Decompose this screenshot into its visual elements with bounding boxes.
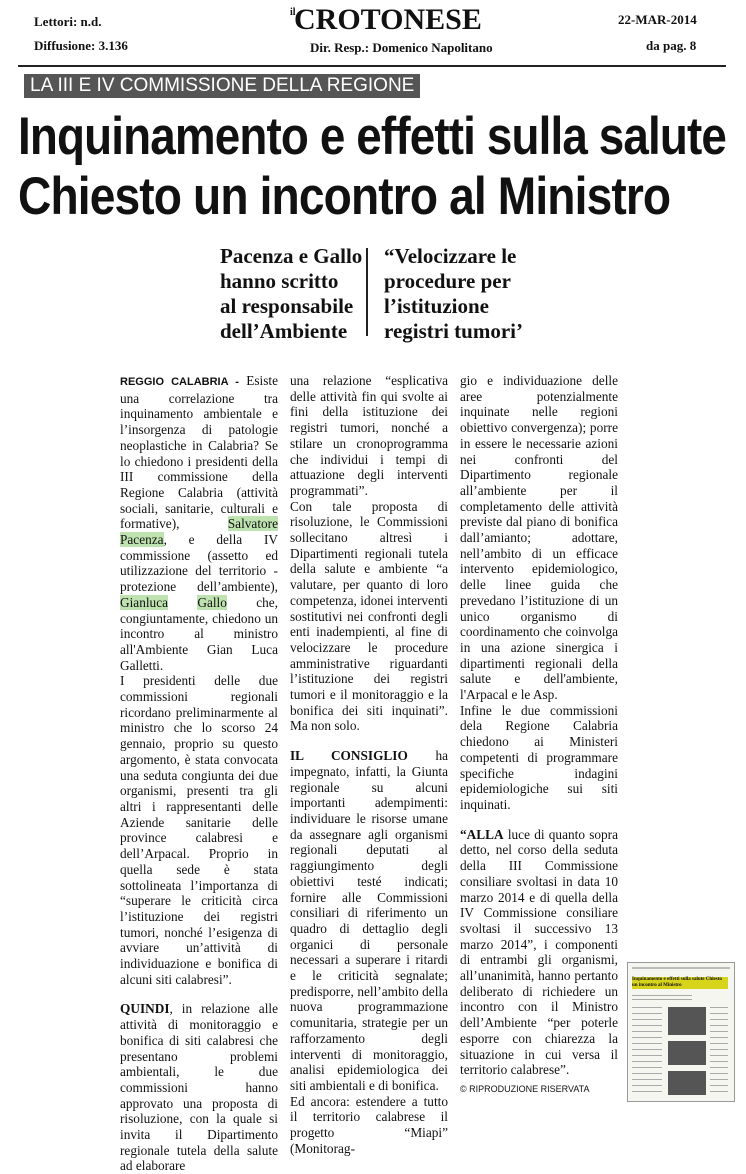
highlight-name: Salvatore Pacenza — [120, 516, 278, 548]
highlight-name: Gallo — [197, 594, 227, 610]
thumb-photo — [668, 1007, 706, 1035]
thumb-text-line — [710, 1055, 728, 1056]
headline-line-1: Inquinamento e effetti sulla salute — [18, 107, 727, 166]
text-run: , in relazione alle attività di monitoraggio e bonifica di siti calabresi che presentano problemi ambientali, le due commissioni hanno approvato una proposta di risoluzione, con la quale si invita il Dipartimento regionale tutela della salute ad elaborare — [120, 1001, 278, 1174]
copyright-notice: © RIPRODUZIONE RISERVATA — [460, 1083, 590, 1094]
text-run: che, congiuntamente, chiedono un incontro al ministro all'Ambiente Gian Luca Galletti. — [120, 594, 278, 673]
thumb-text-line — [632, 1079, 662, 1080]
paragraph: Infine le due commissioni dela Regione Calabria chiedono ai Ministeri competenti di programmare specifiche indagini epidemiologiche sui siti inquinati. — [460, 702, 618, 812]
paragraph: Ed ancora: estendere a tutto il territorio calabrese il progetto “Miapi” (Monitorag- — [290, 1093, 448, 1156]
masthead-title: CROTONESE — [294, 3, 482, 36]
paragraph: gio e individuazione delle aree potenzialmente inquinate nelle regioni obiettivo convergenza); porre in essere le necessarie azioni nei confronti del Dipartimento regionale all’ambiente per il completamento delle attività previste dal piano di bonifica dall’amianto; adottare, nell’ambito di un efficace intervento epidemiologico, delle linee guida che prevedano l’istituzione di un unico organismo di coordinamento che coinvolga in una azione sinergica i dipartimenti regionali della salute e dell'ambiente, l'Arpacal e le Asp. — [460, 373, 618, 703]
headline-line-2: Chiesto un incontro al Ministro — [18, 167, 671, 226]
paragraph — [460, 827, 618, 1078]
deck-right-line: “Velocizzare le — [384, 244, 517, 268]
thumb-text-line — [710, 1043, 728, 1044]
deck-left — [220, 244, 362, 344]
thumb-text-line — [632, 1091, 662, 1092]
masthead-prefix: il — [290, 7, 296, 18]
kicker-bar: LA III E IV COMMISSIONE DELLA REGIONE — [24, 74, 420, 98]
paragraph — [290, 748, 448, 1093]
thumb-text-line — [632, 1025, 662, 1026]
readers-label: Lettori: n.d. — [34, 14, 102, 29]
paragraph: Con tale proposta di risoluzione, le Commissioni sollecitano altresì i Dipartimenti regionali tutela della salute e ambiente “a valutare, per quanto di loro competenza, idonei interventi sostitutivi nei confronti degli enti inadempienti, al fine di velocizzare le procedure amministrative riguardanti l’istituzione dei registri tumori e il monitoraggio e la bonifica dei siti inquinati”. Ma non solo. — [290, 498, 448, 734]
masthead-logo — [290, 3, 482, 36]
deck-right-line: registri tumori’ — [384, 319, 523, 343]
thumb-text-line — [632, 995, 692, 996]
thumb-text-line — [710, 1091, 728, 1092]
circulation-label: Diffusione: 3.136 — [34, 38, 128, 53]
thumb-text-line — [710, 1019, 728, 1020]
page-label: da pag. 8 — [646, 38, 697, 53]
deck-right-line: procedure per — [384, 269, 511, 293]
header-divider — [18, 65, 726, 67]
thumb-headline: Inquinamento e effetti sulla salute Chiesto un incontro al Ministro — [632, 977, 728, 989]
thumb-text-line — [632, 1013, 662, 1014]
article-column-2 — [290, 373, 448, 1156]
article-column-3 — [460, 373, 618, 1098]
thumb-text-line — [632, 1043, 662, 1044]
deck-left-line: Pacenza e Gallo — [220, 244, 363, 268]
thumb-text-line — [710, 1013, 728, 1014]
thumb-text-line — [632, 1073, 662, 1074]
deck-right — [384, 244, 523, 344]
thumb-text-line — [710, 1049, 728, 1050]
thumb-text-line — [632, 999, 692, 1000]
thumb-text-line — [710, 1079, 728, 1080]
dateline: REGGIO CALABRIA - — [120, 376, 239, 388]
deck-divider — [366, 248, 368, 336]
highlight-name: Gianluca — [120, 594, 168, 610]
thumb-text-line — [632, 1085, 662, 1086]
text-run: ha impegnato, infatti, la Giunta regionale su alcuni importanti adempimenti: individuare le risorse umane da assegnare agli organismi regionali deputati al raggiungimento degli obiettivi testé indicati; fornire alle Commissioni consiliari di riferimento un quadro di dettaglio degli organici di personale necessari a superare i ritardi e le criticità segnalate; predisporre, nell’ambito della nuova programmazione comunitaria, strategie per un rafforzamento degli interventi di monitoraggio, analisi epidemiologica dei siti ambientali e di bonifica. — [290, 748, 449, 1093]
thumb-text-line — [632, 1007, 662, 1008]
thumb-text-line — [632, 1049, 662, 1050]
article-column-1 — [120, 373, 278, 1174]
thumb-photo — [668, 1071, 706, 1095]
thumb-text-line — [710, 1037, 728, 1038]
deck-left-line: al responsabile — [220, 294, 354, 318]
paragraph — [120, 1001, 278, 1174]
thumb-photo — [668, 1041, 706, 1065]
thumb-text-line — [632, 1061, 662, 1062]
paragraph-lead: IL CONSIGLIO — [290, 748, 408, 764]
paragraph — [120, 373, 278, 673]
thumb-text-line — [632, 1037, 662, 1038]
date-label: 22-MAR-2014 — [618, 12, 697, 27]
thumb-header-rule — [632, 967, 730, 969]
deck-left-line: dell’Ambiente — [220, 319, 348, 343]
thumb-text-line — [710, 1061, 728, 1062]
thumb-text-line — [710, 1031, 728, 1032]
thumb-text-line — [632, 1055, 662, 1056]
thumb-text-line — [710, 1085, 728, 1086]
paragraph-lead: “ALLA — [460, 826, 504, 842]
thumb-text-line — [632, 1067, 662, 1068]
paragraph-lead: QUINDI — [120, 1001, 170, 1017]
thumb-text-line — [632, 1019, 662, 1020]
paragraph: I presidenti delle due commissioni regionali ricordano preliminarmente al ministro che lo scorso 24 gennaio, proprio su questo argomento, è stata convocata una seduta congiunta dei due organismi, presenti tra gli altri i rappresentanti delle Aziende sanitarie delle province calabresi e dell’Arpacal. Proprio in quella sede è stata sottolineata l’importanza di “superare le criticità circa l’istituzione dei registri tumori, nonché l’esigenza di avviare un’attività di individuazione e bonifica di alcuni siti calabresi”. — [120, 673, 278, 987]
editor-label: Dir. Resp.: Domenico Napolitano — [310, 40, 493, 55]
page-thumbnail — [627, 962, 735, 1102]
text-run: , e della IV commissione (assetto ed utilizzazione del territorio - protezione dell’ambiente), — [120, 532, 278, 595]
thumb-text-line — [710, 1067, 728, 1068]
thumb-text-line — [710, 1007, 728, 1008]
deck-left-line: hanno scritto — [220, 269, 339, 293]
text-run: luce di quanto sopra detto, nel corso della seduta della III Commissione consiliare svoltasi in data 10 marzo 2014 e di quella della IV Commissione consiliare svoltasi il successivo 13 marzo 2014”, i componenti di entrambi gli organismi, all’unanimità, hanno pertanto deliberato di richiedere un incontro con il Ministro dell’Ambiente “per poterle esporre con chiarezza la situazione in cui versa il territorio calabrese”. — [460, 826, 618, 1078]
paragraph: una relazione “esplicativa delle attività fin qui svolte ai fini della istituzione dei registri tumori, nonché a stilare un cronoprogramma che individui i tempi di attuazione degli interventi programmati”. — [290, 373, 448, 498]
thumb-text-line — [710, 1025, 728, 1026]
deck-right-line: l’istituzione — [384, 294, 489, 318]
text-run: Esiste una correlazione tra inquinamento ambientale e l’insorgenza di patologie neoplastiche in Calabria? Se lo chiedono i presidenti della III commissione della Regione Calabria (attività sociali, sanitarie, culturali e formative), — [120, 373, 278, 532]
thumb-text-line — [632, 1031, 662, 1032]
thumb-text-line — [710, 1073, 728, 1074]
